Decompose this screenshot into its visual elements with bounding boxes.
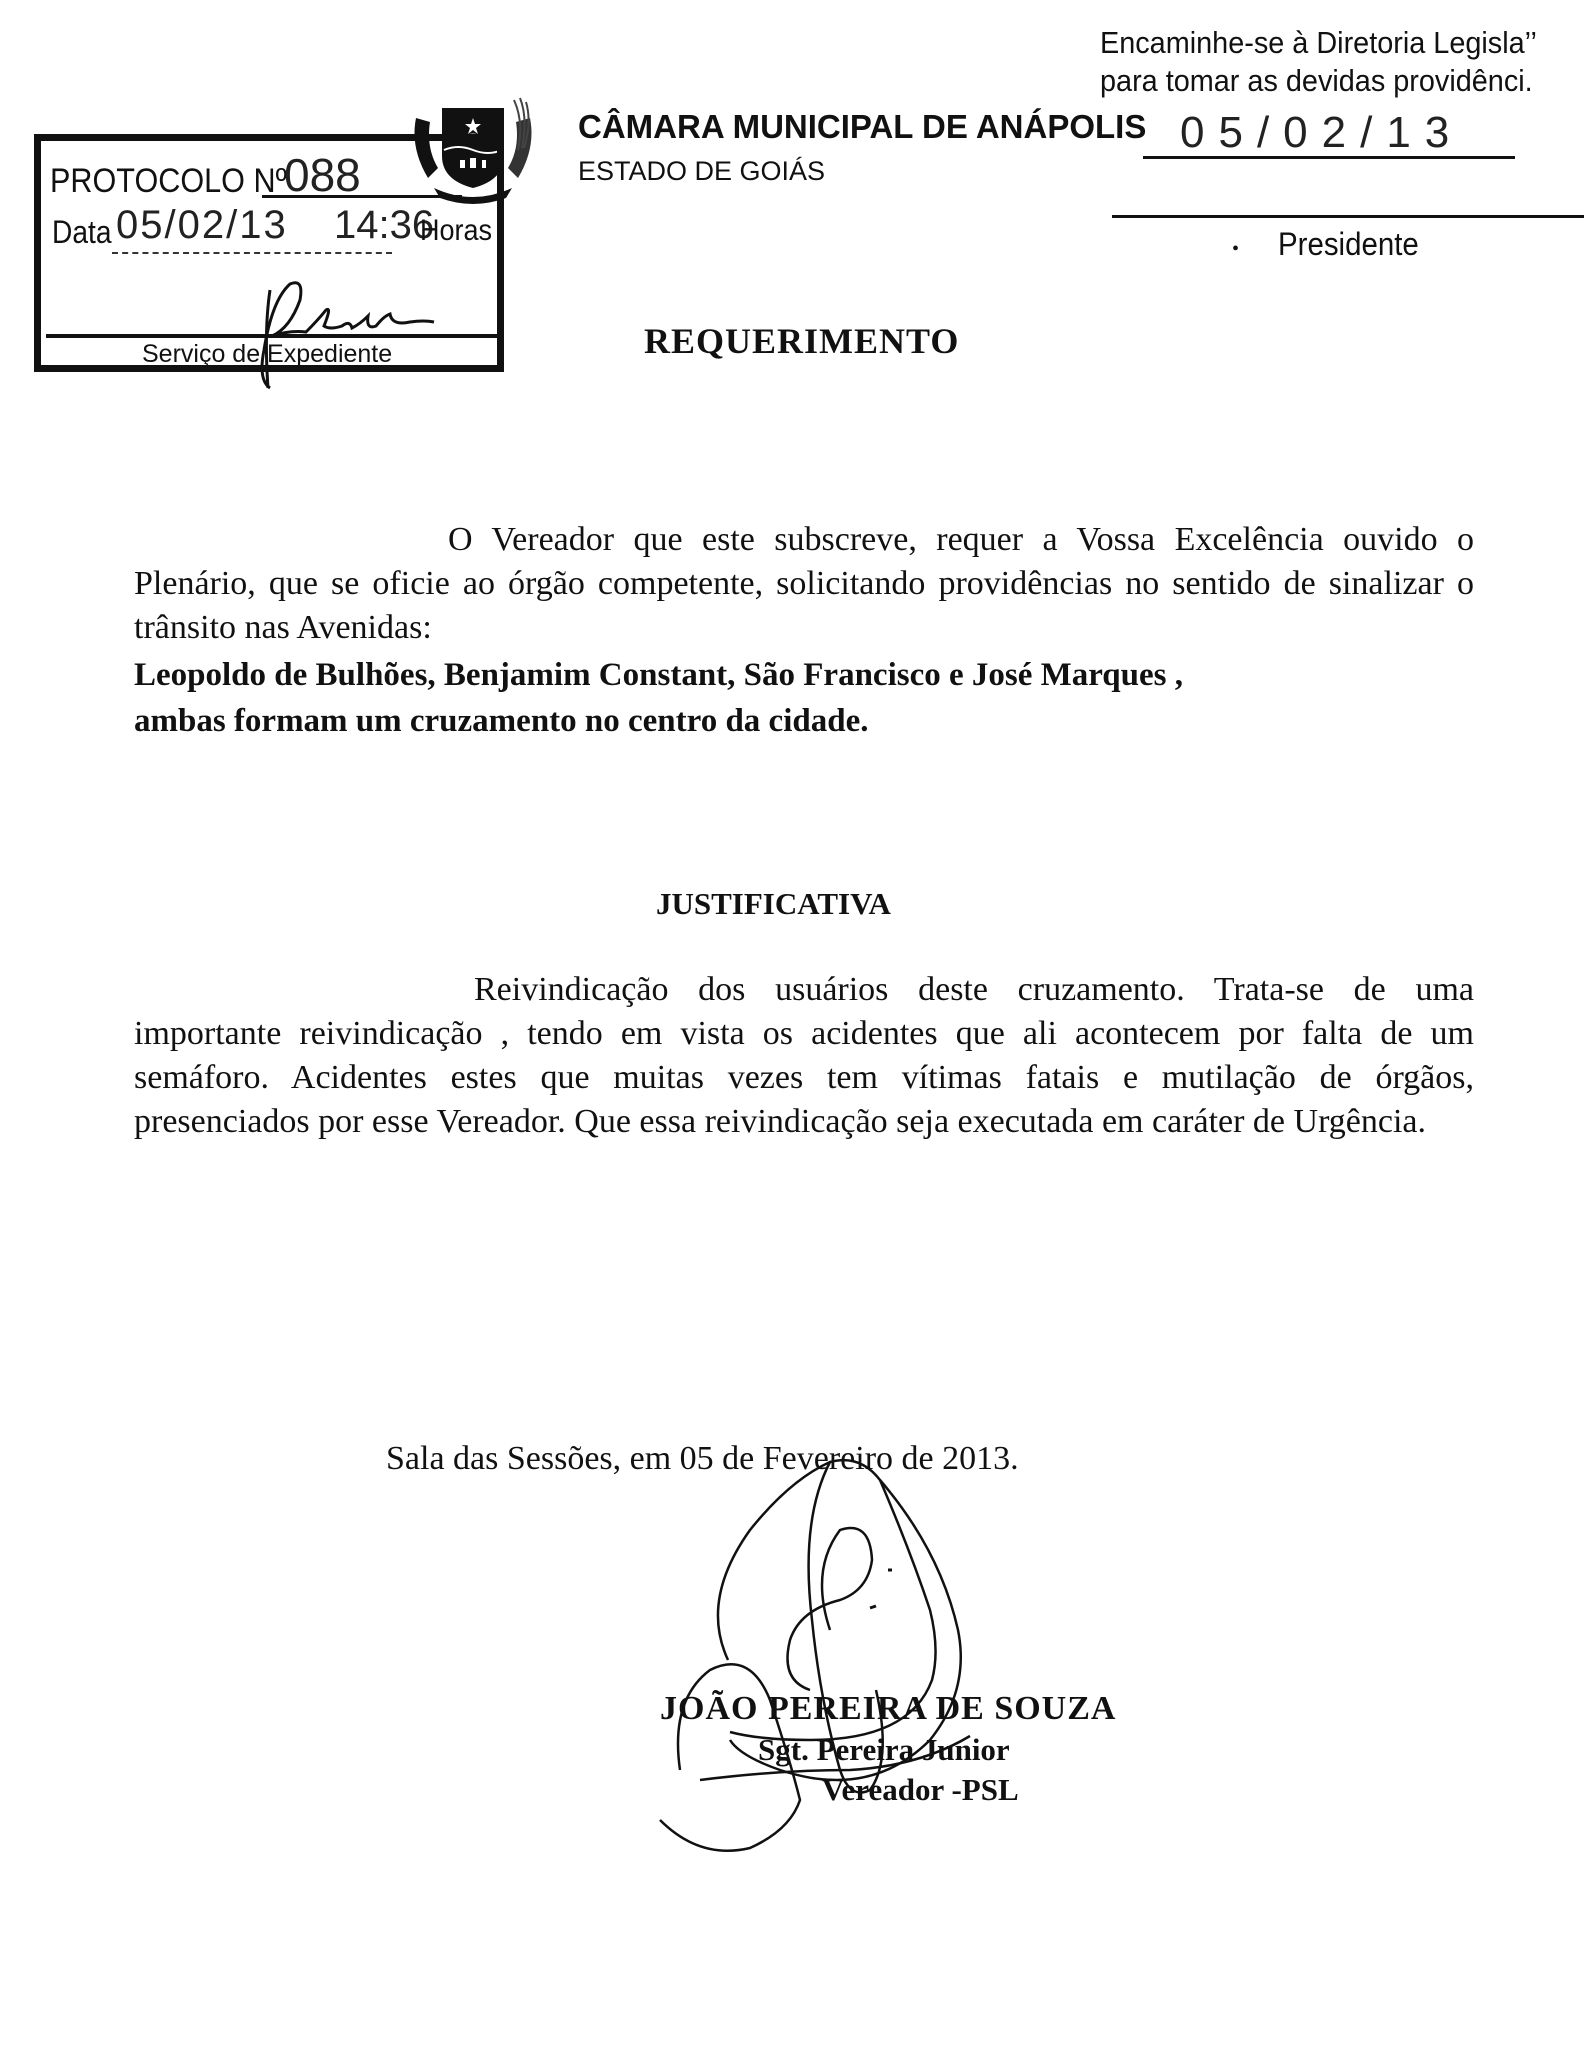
avenues-text [134, 652, 1474, 744]
avenues-line-1: Leopoldo de Bulhões, Benjamim Constant, São Francisco e José Marques , [134, 657, 1184, 693]
justification-paragraph [134, 968, 1474, 1144]
dispatch-date-line [1143, 156, 1515, 159]
dispatch-line-2: para tomar as devidas providênci. [1100, 63, 1533, 98]
justification-title: JUSTIFICATIVA [656, 886, 891, 921]
protocol-number: 088 [284, 149, 361, 201]
protocol-label: PROTOCOLO Nº [50, 162, 287, 200]
stamp-time: 14:36 [334, 203, 435, 247]
state-name: ESTADO DE GOIÁS [578, 156, 826, 186]
stamp-date: 05/02/13 [116, 203, 288, 247]
clerk-signature [220, 270, 480, 390]
avenues-line-2: ambas formam um cruzamento no centro da cidade. [134, 703, 869, 739]
date-label: Data [52, 214, 112, 250]
institution-name: CÂMARA MUNICIPAL DE ANÁPOLIS [578, 108, 1147, 145]
signatory-alias: Sgt. Pereira Junior [758, 1732, 1010, 1767]
document-title: REQUERIMENTO [644, 321, 960, 361]
dispatch-note [1100, 24, 1546, 100]
signatory-name: JOÃO PEREIRA DE SOUZA [660, 1690, 1117, 1727]
stamp-date-line [112, 252, 392, 254]
dispatch-date-handwritten: 05/02/13 [1180, 108, 1464, 157]
dispatch-line-1: Encaminhe-se à Diretoria Legisla’’ [1100, 25, 1537, 60]
justification-text: Reivindicação dos usuários deste cruzamento. Trata-se de uma importante reivindicação , tendo em vista os acidentes que ali acontecem por falta de um semáforo. Acidentes estes que muitas vezes tem vítimas fatais e mutilação de órgãos, presenciados por esse Vereador. Que essa reivindicação seja executada em caráter de Urgência. [134, 971, 1474, 1140]
stray-dot: • [1232, 238, 1240, 260]
place-and-date: Sala das Sessões, em 05 de Fevereiro de 2013. [386, 1440, 1019, 1477]
protocol-number-line [262, 195, 462, 198]
service-label: Serviço de Expediente [142, 340, 393, 368]
president-label: Presidente [1278, 226, 1419, 262]
president-signature-line [1112, 215, 1584, 218]
request-text: O Vereador que este subscreve, requer a Vossa Excelência ouvido o Plenário, que se oficie ao órgão competente, solicitando providências no sentido de sinalizar o trânsito nas Avenidas: [134, 521, 1474, 646]
councilman-signature [640, 1440, 1040, 1860]
signatory-role: Vereador -PSL [822, 1772, 1019, 1807]
request-paragraph [134, 518, 1474, 650]
hours-label: Horas [420, 214, 493, 247]
